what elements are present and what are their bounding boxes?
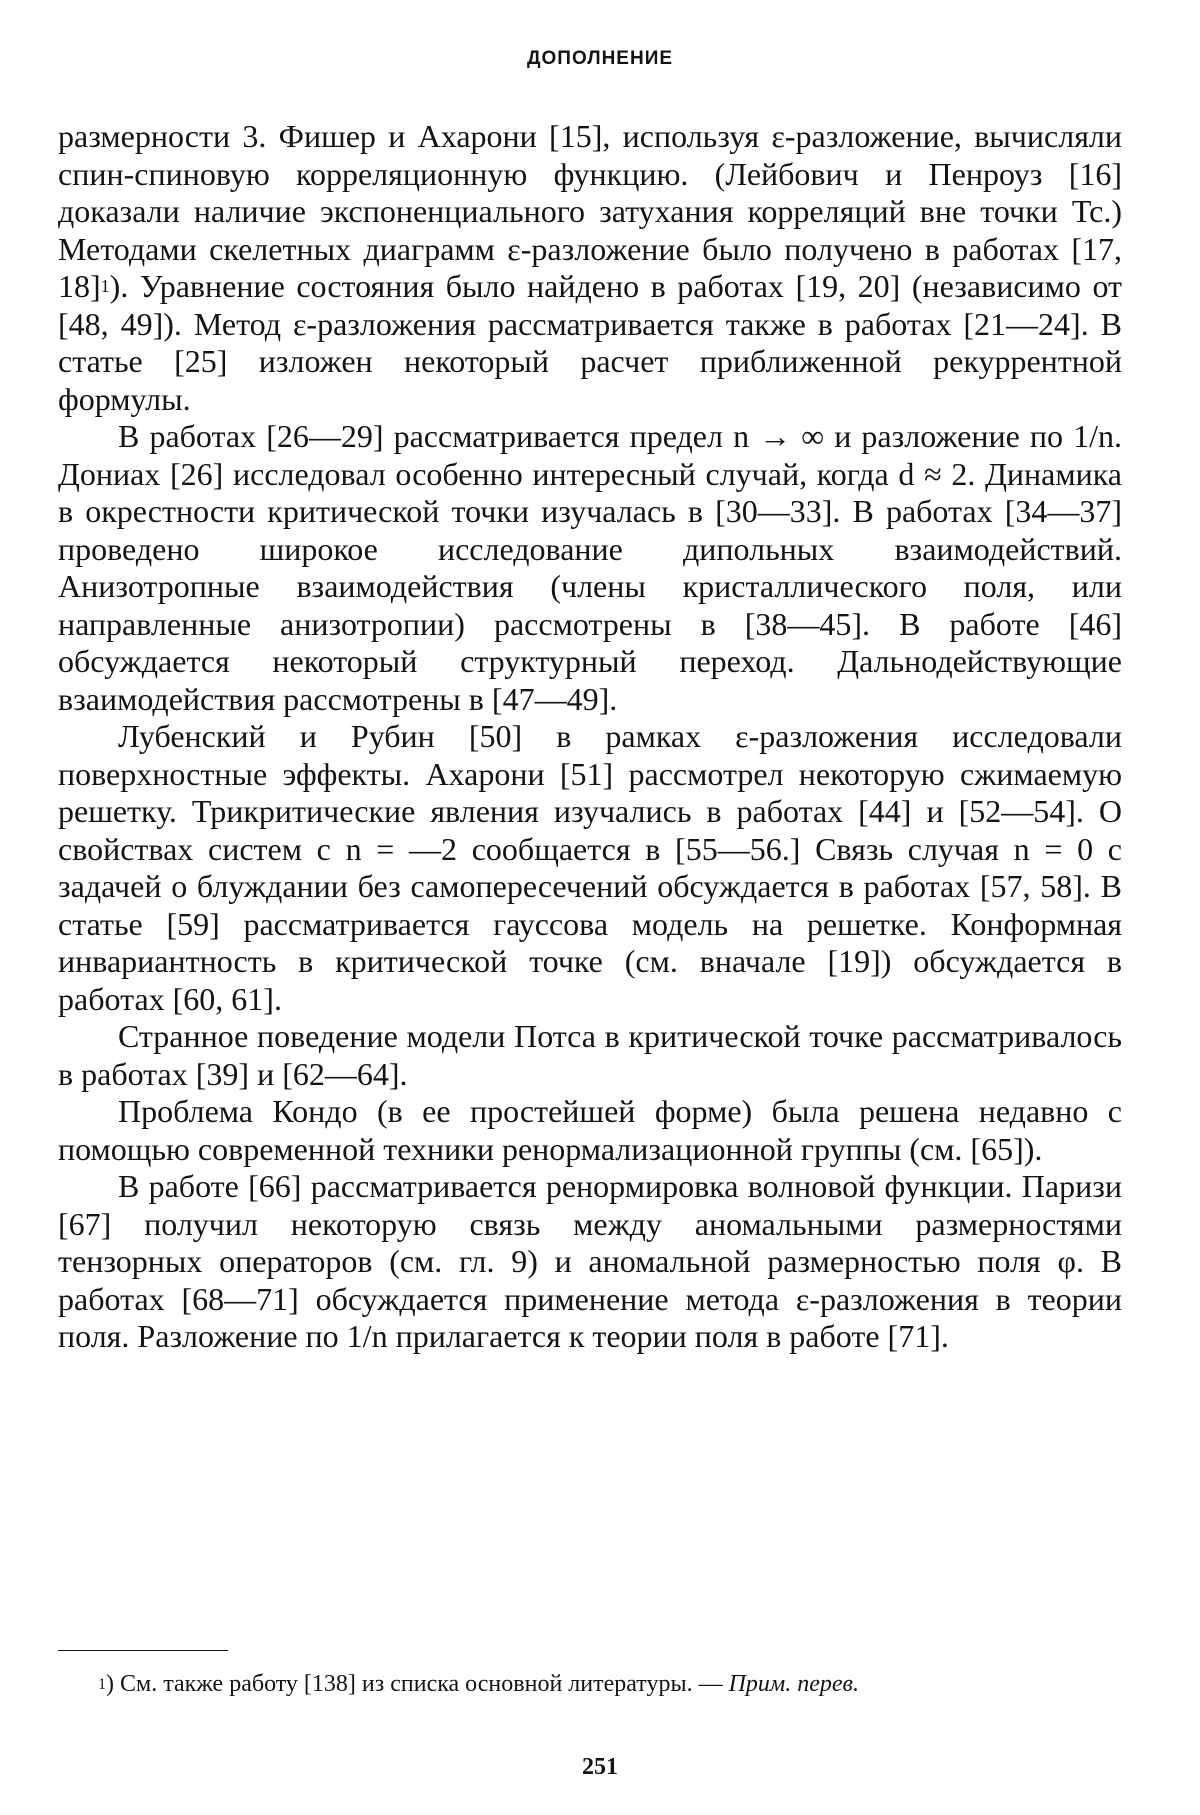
running-head: ДОПОЛНЕНИЕ bbox=[526, 48, 674, 69]
footnote bbox=[58, 1668, 1122, 1701]
footnote-text: ) См. также работу [138] из списка основной литературы. — bbox=[106, 1671, 729, 1697]
footnote-divider bbox=[58, 1650, 228, 1651]
paragraph-3: Лубенский и Рубин [50] в рамках ε-разложения исследовали поверхностные эффекты. Ахарони [51] рассмотрел некоторую сжимаемую решетку. Трикритические явления изучались в работах [44] и [52—54]. О свойствах систем с n = —2 сообщается в [55—56.] Связь случая n = 0 с задачей о блуждании без самопересечений обсуждается в работах [57, 58]. В статье [59] рассматривается гауссова модель на решетке. Конформная инвариантность в критической точке (см. вначале [19]) обсуждается в работах [60, 61]. bbox=[58, 718, 1122, 1017]
paragraph-1 bbox=[58, 118, 1122, 418]
page-number: 251 bbox=[582, 1754, 618, 1780]
paragraph-5: Проблема Кондо (в ее простейшей форме) была решена недавно с помощью современной техники ренормализационной группы (см. [65]). bbox=[58, 1093, 1122, 1167]
footnote-reference: 1 bbox=[100, 276, 110, 296]
paragraph-4: Странное поведение модели Потса в критической точке рассматривалось в работах [39] и [62—64]. bbox=[58, 1018, 1122, 1092]
paragraph-2: В работах [26—29] рассматривается предел n → ∞ и разложение по 1/n. Дониах [26] исследовал особенно интересный случай, когда d ≈ 2. Динамика в окрестности критической точки изучалась в [30—33]. В работах [34—37] проведено широкое исследование дипольных взаимодействий. Анизотропные взаимодействия (члены кристаллического поля, или направленные анизотропии) рассмотрены в [38—45]. В работе [46] обсуждается некоторый структурный переход. Дальнодействующие взаимодействия рассмотрены в [47—49]. bbox=[58, 418, 1122, 717]
main-text bbox=[58, 118, 1122, 1356]
paragraph-1-text-a: размерности 3. Фишер и Ахарони [15], используя ε-разложение, вычисляли спин-спиновую корреляционную функцию. (Лейбович и Пенроуз [16] доказали наличие экспоненциального затухания корреляций вне точки Tc.) Методами скелетных диаграмм ε-разложение было получено в работах [17, 18] bbox=[58, 118, 1122, 304]
translator-note: Прим. перев. bbox=[728, 1671, 859, 1697]
paragraph-6: В работе [66] рассматривается ренормировка волновой функции. Паризи [67] получил некоторую связь между аномальными размерностями тензорных операторов (см. гл. 9) и аномальной размерностью поля φ. В работах [68—71] обсуждается применение метода ε-разложения в теории поля. Разложение по 1/n прилагается к теории поля в работе [71]. bbox=[58, 1168, 1122, 1354]
footnote-marker: 1 bbox=[98, 1676, 106, 1693]
paragraph-1-text-b: ). Уравнение состояния было найдено в работах [19, 20] (независимо от [48, 49]). Метод ε-разложения рассматривается также в работах [21—24]. В статье [25] изложен некоторый расчет приближенной рекуррентной формулы. bbox=[58, 268, 1122, 417]
